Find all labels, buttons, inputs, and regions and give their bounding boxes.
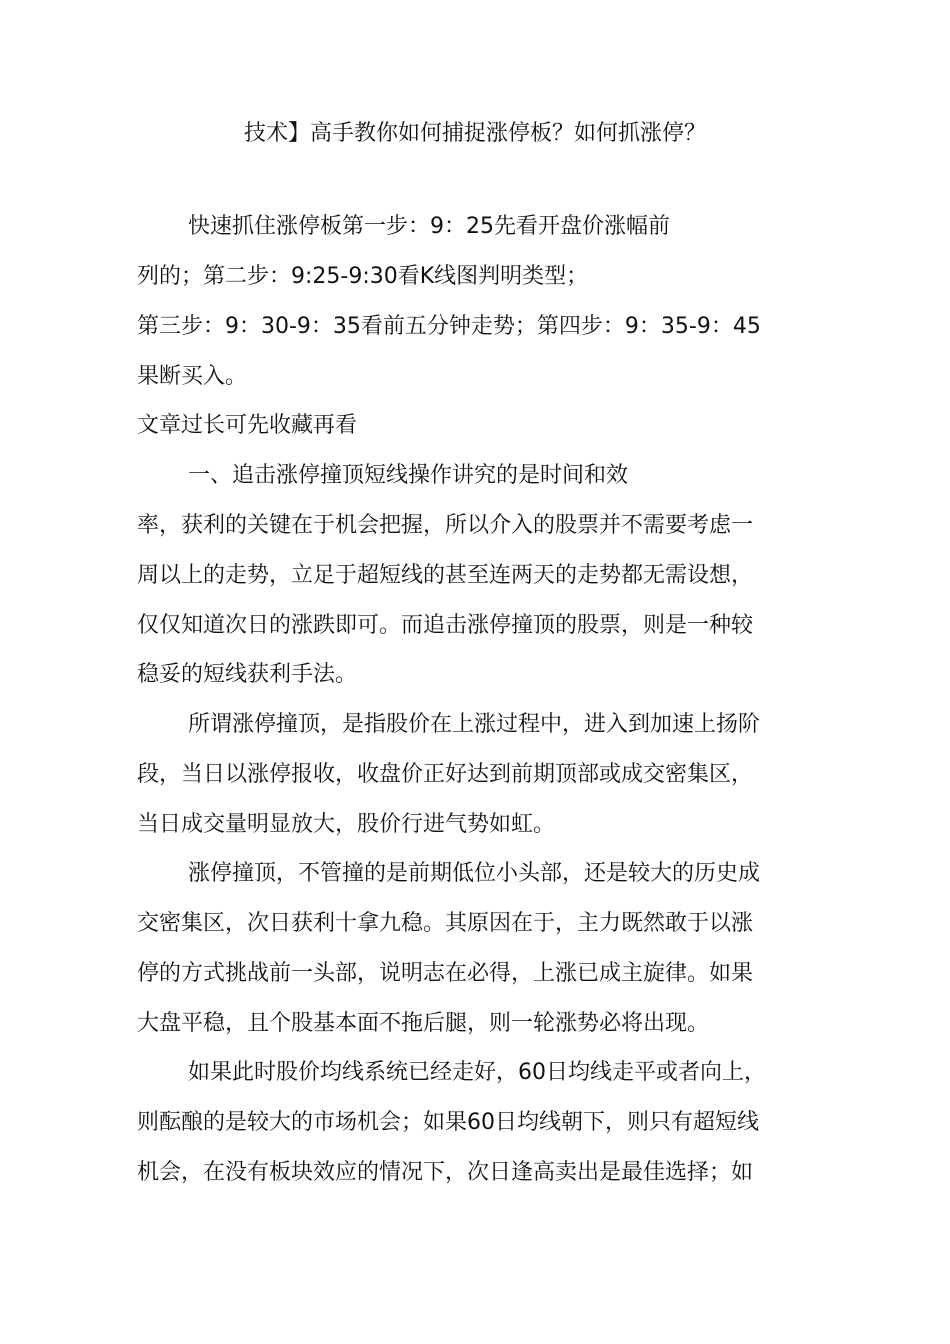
paragraph-line: 如果此时股价均线系统已经走好，60日均线走平或者向上， <box>188 1060 766 1085</box>
paragraph-line: 仅仅知道次日的涨跌即可。而追击涨停撞顶的股票，则是一种较 <box>137 613 754 638</box>
paragraph-line: 大盘平稳，且个股基本面不拖后腿，则一轮涨势必将出现。 <box>137 1011 710 1036</box>
paragraph-line: 涨停撞顶，不管撞的是前期低位小头部，还是较大的历史成 <box>188 861 761 886</box>
paragraph-line: 稳妥的短线获利手法。 <box>137 662 358 687</box>
paragraph-line: 段，当日以涨停报收，收盘价正好达到前期顶部或成交密集区， <box>137 762 754 787</box>
paragraph-line: 则酝酿的是较大的市场机会；如果60日均线朝下，则只有超短线 <box>137 1110 759 1135</box>
paragraph-line: 交密集区，次日获利十拿九稳。其原因在于，主力既然敢于以涨 <box>137 911 754 936</box>
paragraph-line: 第三步：9：30-9：35看前五分钟走势；第四步：9：35-9：45 <box>137 314 761 339</box>
document-title: 技术】高手教你如何捕捉涨停板？如何抓涨停？ <box>243 121 706 146</box>
paragraph-line: 所谓涨停撞顶，是指股价在上涨过程中，进入到加速上扬阶 <box>188 712 761 737</box>
section-heading-line: 一、追击涨停撞顶短线操作讲究的是时间和效 <box>188 463 629 488</box>
paragraph-line: 文章过长可先收藏再看 <box>137 413 358 438</box>
paragraph-line: 当日成交量明显放大，股价行进气势如虹。 <box>137 812 556 837</box>
paragraph-line: 列的；第二步：9:25-9:30看K线图判明类型； <box>137 264 589 289</box>
paragraph-line: 周以上的走势，立足于超短线的甚至连两天的走势都无需设想， <box>137 563 754 588</box>
paragraph-line: 快速抓住涨停板第一步：9：25先看开盘价涨幅前 <box>188 214 670 239</box>
paragraph-line: 果断买入。 <box>137 364 248 389</box>
paragraph-line: 机会，在没有板块效应的情况下，次日逢高卖出是最佳选择；如 <box>137 1160 754 1185</box>
paragraph-line: 停的方式挑战前一头部，说明志在必得，上涨已成主旋律。如果 <box>137 961 754 986</box>
paragraph-line: 率，获利的关键在于机会把握，所以介入的股票并不需要考虑一 <box>137 513 754 538</box>
